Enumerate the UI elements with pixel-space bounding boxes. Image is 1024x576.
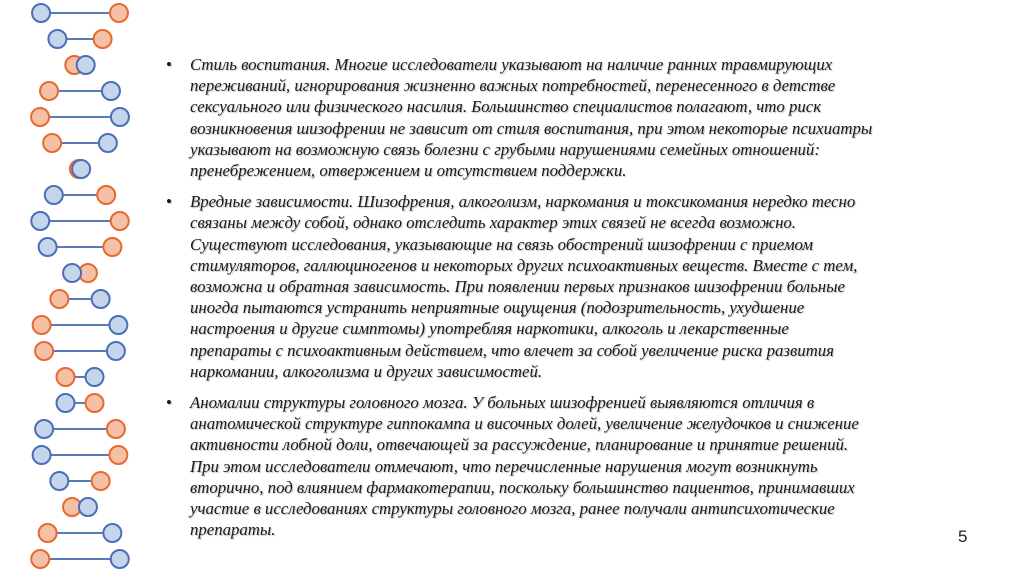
text-line: сексуального или физического насилия. Большинство специалистов полагают, что риск [190, 97, 822, 117]
text-line: возникновения шизофрении не зависит от стиля воспитания, при этом некоторые психиатры [190, 118, 873, 138]
dna-rung [39, 238, 122, 256]
bullet-text-parenting [190, 54, 981, 181]
dna-node-orange [56, 368, 74, 386]
text-line: активности лобной доли, отвечающей за рассуждение, планирование и принятие решений. [190, 435, 849, 455]
dna-node-orange [39, 524, 57, 542]
bullet-marker: • [166, 393, 172, 413]
dna-node-orange [97, 186, 115, 204]
dna-node-blue [109, 316, 127, 334]
dna-node-orange [33, 316, 51, 334]
dna-helix-decoration [0, 0, 160, 576]
dna-rung [63, 498, 97, 516]
text-line: пренебрежением, отвержением и отсутствием поддержки. [190, 161, 627, 181]
dna-rung [45, 186, 115, 204]
dna-rung [35, 342, 125, 360]
dna-node-blue [86, 368, 104, 386]
dna-rung [50, 472, 109, 490]
text-line: настроения и другие симптомы) употребляя наркотики, алкоголь и лекарственные [190, 319, 789, 339]
dna-rung [56, 368, 103, 386]
bullet-item-addictions [166, 191, 981, 382]
dna-rung [65, 56, 94, 74]
dna-node-orange [43, 134, 61, 152]
text-line: указывают на возможную связь болезни с грубыми нарушениями семейных отношений: [190, 139, 820, 159]
text-line: стимуляторов, галлюциногенов и некоторых других психоактивных веществ. Вместе с тем, [190, 255, 858, 275]
dna-node-blue [102, 82, 120, 100]
page-number: 5 [958, 527, 968, 546]
bullet-text-brain-structure [190, 392, 981, 540]
dna-node-blue [63, 264, 81, 282]
text-line: иногда пытаются устранить неприятные ощущения (подозрительность, ухудшение [190, 298, 805, 318]
text-line: Вредные зависимости. Шизофрения, алкоголизм, наркомания и токсикомания нередко тесно [190, 192, 856, 212]
dna-node-orange [107, 420, 125, 438]
dna-node-orange [40, 82, 58, 100]
dna-rung [32, 4, 128, 22]
dna-node-orange [109, 446, 127, 464]
dna-node-orange [92, 472, 110, 490]
dna-node-blue [99, 134, 117, 152]
bullet-text-addictions [190, 191, 981, 382]
dna-node-blue [33, 446, 51, 464]
dna-rung [48, 30, 111, 48]
dna-rung [31, 108, 129, 126]
dna-rung [43, 134, 117, 152]
dna-node-blue [107, 342, 125, 360]
text-line: переживаний, игнорирования жизненно важных потребностей, перенесенного в детстве [190, 76, 836, 96]
dna-node-orange [50, 290, 68, 308]
dna-rung [33, 446, 128, 464]
dna-node-orange [94, 30, 112, 48]
text-line: возможна и обратная зависимость. При появлении первых признаков шизофрении больные [190, 277, 845, 297]
dna-node-orange [110, 4, 128, 22]
dna-node-blue [35, 420, 53, 438]
dna-node-blue [50, 472, 68, 490]
dna-node-blue [111, 550, 129, 568]
text-line: При этом исследователи отмечают, что перечисленные нарушения могут возникнуть [190, 456, 818, 476]
dna-node-blue [48, 30, 66, 48]
dna-rung [40, 82, 120, 100]
dna-node-blue [45, 186, 63, 204]
text-line: Существуют исследования, указывающие на связь обострений шизофрении с приемом [190, 234, 814, 254]
dna-rung [56, 394, 103, 412]
dna-node-blue [31, 212, 49, 230]
text-line: препараты с психоактивным действием, что влечет за собой увеличение риска развития [190, 340, 834, 360]
text-line: препараты. [190, 520, 276, 540]
dna-node-blue [77, 56, 95, 74]
dna-rung [50, 290, 109, 308]
dna-node-orange [35, 342, 53, 360]
dna-node-orange [103, 238, 121, 256]
text-line: участие в исследованиях структуры головного мозга, ранее получали антипсихотические [190, 499, 835, 519]
bullet-marker: • [166, 55, 172, 74]
dna-node-orange [86, 394, 104, 412]
text-line: вторично, под влиянием фармакотерапии, поскольку большинство пациентов, принимавших [190, 477, 855, 497]
bullet-item-brain-structure [166, 392, 981, 540]
text-line: наркомании, алкоголизма и других зависимостей. [190, 361, 543, 381]
dna-node-blue [103, 524, 121, 542]
text-line: связаны между собой, однако отследить характер этих связей не всегда возможно. [190, 213, 797, 233]
dna-node-blue [79, 498, 97, 516]
text-line: Аномалии структуры головного мозга. У больных шизофренией выявляются отличия в [190, 393, 815, 413]
bullet-marker: • [166, 192, 172, 212]
dna-rung [39, 524, 122, 542]
dna-node-blue [39, 238, 57, 256]
dna-node-orange [111, 212, 129, 230]
dna-rung [35, 420, 125, 438]
dna-rung [33, 316, 128, 334]
slide-body [166, 54, 981, 550]
dna-node-blue [92, 290, 110, 308]
text-line: Стиль воспитания. Многие исследователи указывают на наличие ранних травмирующих [190, 55, 833, 74]
dna-node-blue [72, 160, 90, 178]
dna-node-blue [32, 4, 50, 22]
dna-rung [70, 160, 90, 178]
dna-node-orange [31, 108, 49, 126]
text-line: анатомической структуре гиппокампа и височных долей, увеличение желудочков и снижение [190, 414, 859, 434]
dna-rung [31, 550, 128, 568]
dna-rung [63, 264, 97, 282]
dna-node-orange [31, 550, 49, 568]
dna-rung [31, 212, 128, 230]
dna-node-blue [56, 394, 74, 412]
dna-node-blue [111, 108, 129, 126]
bullet-item-parenting [166, 54, 981, 181]
